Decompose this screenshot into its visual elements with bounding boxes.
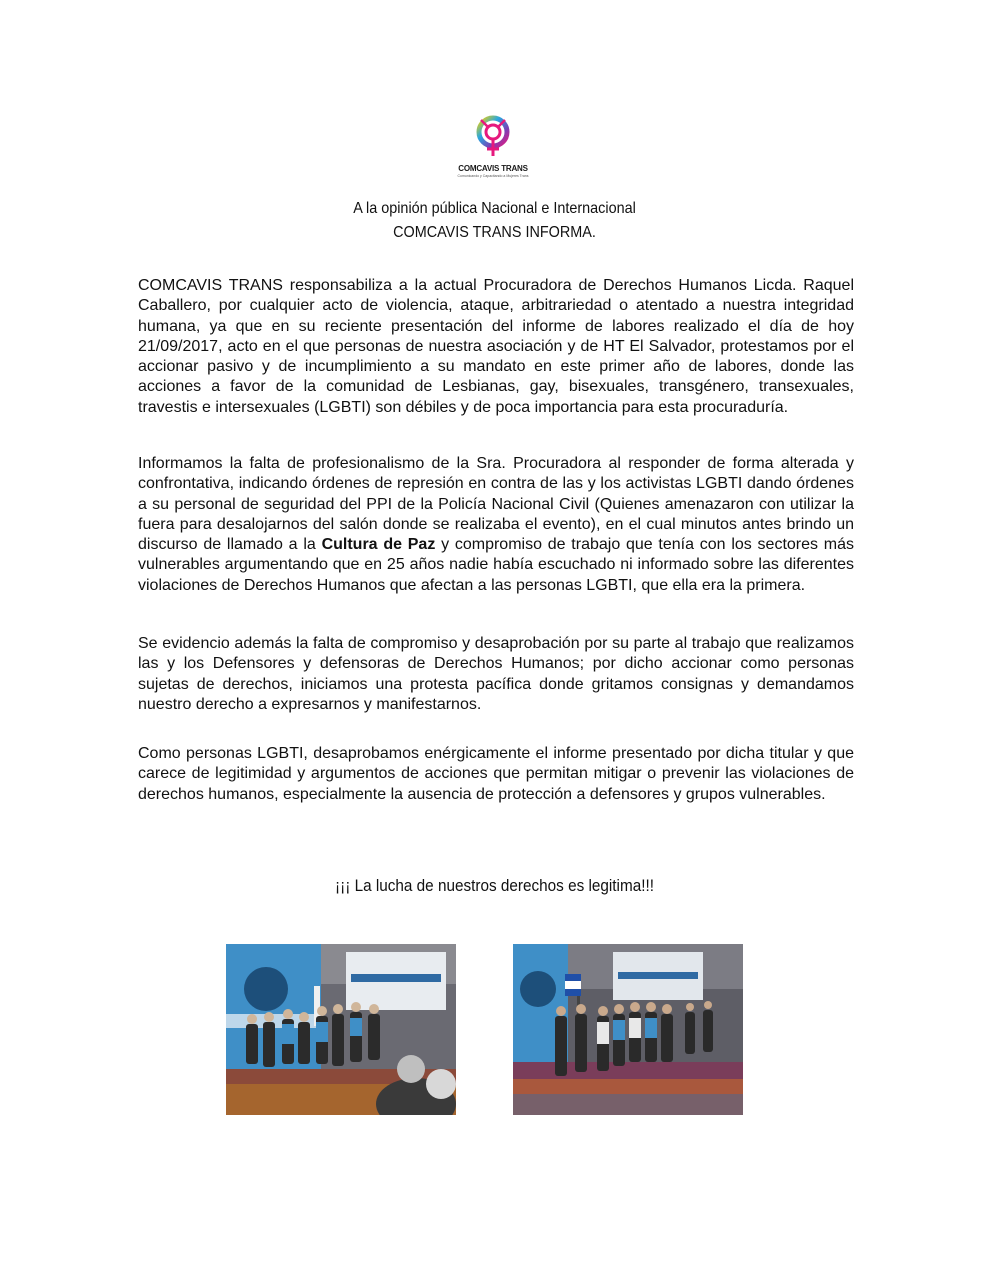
header-line-2: COMCAVIS TRANS INFORMA. [393,224,596,241]
paragraph-2-part-a: Informamos la falta de profesionalismo de la Sra. Procuradora al responder de forma alterada y confrontativa, indicando órdenes de represión en contra de las y los activistas LGBTI dando órdenes a su personal de seguridad del PPI de la Policía Nacional Civil (Quienes amenazaron con utilizar la fuera para desalojarnos del salón donde se realizaba el evento), en el cual minutos antes brindo un discurso de llamado a la [138,455,854,554]
paragraph-4: Como personas LGBTI, desaprobamos enérgicamente el informe presentado por dicha titular y que carece de legitimidad y argumentos de acciones que permitan mitigar o prevenir las violaciones de derechos humanos, especialmente la ausencia de protección a defensores y grupos vulnerables. [138,745,854,803]
logo-tagline: Comunicando y Capacitando a Mujeres Trans [457,174,529,178]
paragraph-1: COMCAVIS TRANS responsabiliza a la actual Procuradora de Derechos Humanos Licda. Raquel Caballero, por cualquier acto de violencia, ataque, arbitrariedad o atentado a nuestra integridad humana, ya que en su reciente presentación del informe de labores realizado el día de hoy 21/09/2017, acto en el que personas de nuestra asociación y de HT El Salvador, protestamos por el accionar pasivo y de incumplimiento a su mandato en este primer año de labores, donde las acciones a favor de la comunidad de Lesbianas, gay, bisexuales, transgénero, transexuales, travestis e intersexuales (LGBTI) son débiles y de poca importancia para esta procuraduría. [138,277,854,416]
event-photo-1 [226,944,456,1115]
paragraph-3: Se evidencio además la falta de compromiso y desaprobación por su parte al trabajo que realizamos las y los Defensores y defensoras de Derechos Humanos; por dicho accionar como personas sujetas de derechos, iniciamos una protesta pacífica donde gritamos consignas y demandamos nuestro derecho a expresarnos y manifestarnos. [138,635,854,713]
cultura-de-paz-bold: Cultura de Paz [321,536,436,554]
paragraph-2-part-b: y compromiso de trabajo que tenía con los sectores más vulnerables argumentando que en 25 años nadie había escuchado ni informado sobre las diferentes violaciones de Derechos Humanos que afectan a las personas LGBTI, que ella era la primera. [138,536,855,594]
header-line-1: A la opinión pública Nacional e Internacional [353,200,636,217]
paragraph-2 [138,454,854,596]
event-photo-2 [513,944,743,1115]
closing-slogan: ¡¡¡ La lucha de nuestros derechos es legitima!!! [335,876,654,895]
logo-name: COMCAVIS TRANS [458,164,528,173]
